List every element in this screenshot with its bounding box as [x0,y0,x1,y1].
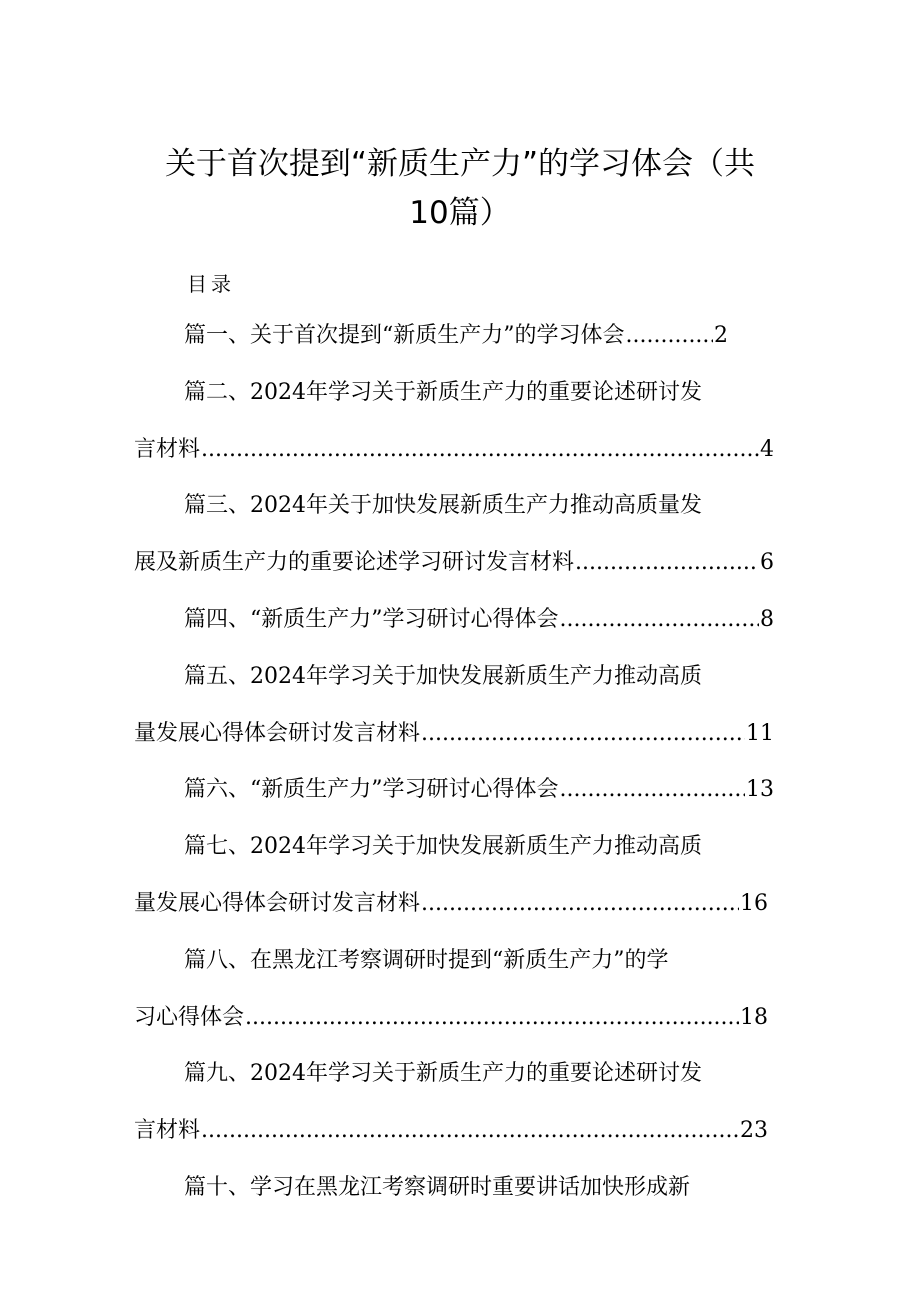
toc-entry-text: 习心得体会 [134,1005,245,1030]
toc-leader-dots [421,719,745,749]
toc-entry-8-line-1[interactable]: 篇八、在黑龙江考察调研时提到“新质生产力”的学 [184,948,669,973]
toc-entry-7-line-2[interactable] [134,889,768,919]
toc-leader-dots [560,775,746,805]
toc-leader-dots [245,1003,739,1033]
toc-entry-5-line-1[interactable]: 篇五、2024年学习关于加快发展新质生产力推动高质 [184,664,702,689]
toc-page-number: 11 [746,721,774,746]
toc-leader-dots [560,605,760,635]
toc-page-number: 6 [760,550,774,575]
toc-entry-text: 篇四、“新质生产力”学习研讨心得体会 [184,607,559,632]
toc-entry-10-line-1[interactable]: 篇十、学习在黑龙江考察调研时重要讲话加快形成新 [184,1175,691,1200]
toc-page-number: 16 [740,891,768,916]
toc-entry-9-line-1[interactable]: 篇九、2024年学习关于新质生产力的重要论述研讨发 [184,1061,702,1086]
toc-entry-3-line-2[interactable] [134,548,774,578]
toc-entry-9-line-2[interactable] [134,1116,768,1146]
toc-page-number: 23 [740,1118,768,1143]
toc-entry-2-line-2[interactable] [134,435,774,465]
toc-page-number: 13 [746,777,774,802]
toc-entry-text: 篇一、关于首次提到“新质生产力”的学习体会 [184,323,625,348]
toc-page-number: 18 [740,1005,768,1030]
toc-page-number: 2 [714,323,728,348]
document-title-line-2: 10篇） [409,195,511,231]
toc-entry-6[interactable] [184,775,774,805]
toc-entry-text: 言材料 [134,1118,201,1143]
toc-leader-dots [201,435,759,465]
toc-leader-dots [421,889,739,919]
toc-entry-3-line-1[interactable]: 篇三、2024年关于加快发展新质生产力推动高质量发 [184,493,702,518]
toc-leader-dots [626,321,714,351]
toc-entry-4[interactable] [184,605,774,635]
toc-leader-dots [575,548,759,578]
toc-heading: 目录 [187,272,235,296]
document-title-line-1: 关于首次提到“新质生产力”的学习体会（共 [164,146,756,182]
toc-entry-text: 展及新质生产力的重要论述学习研讨发言材料 [134,550,575,575]
toc-entry-8-line-2[interactable] [134,1003,768,1033]
toc-page-number: 8 [760,607,774,632]
toc-entry-1[interactable] [184,321,728,351]
toc-entry-7-line-1[interactable]: 篇七、2024年学习关于加快发展新质生产力推动高质 [184,834,702,859]
toc-page-number: 4 [760,437,774,462]
toc-entry-text: 言材料 [134,437,201,462]
toc-entry-5-line-2[interactable] [134,719,774,749]
toc-entry-text: 量发展心得体会研讨发言材料 [134,721,421,746]
toc-entry-text: 量发展心得体会研讨发言材料 [134,891,421,916]
toc-entry-2-line-1[interactable]: 篇二、2024年学习关于新质生产力的重要论述研讨发 [184,380,702,405]
toc-entry-text: 篇六、“新质生产力”学习研讨心得体会 [184,777,559,802]
toc-leader-dots [201,1116,739,1146]
